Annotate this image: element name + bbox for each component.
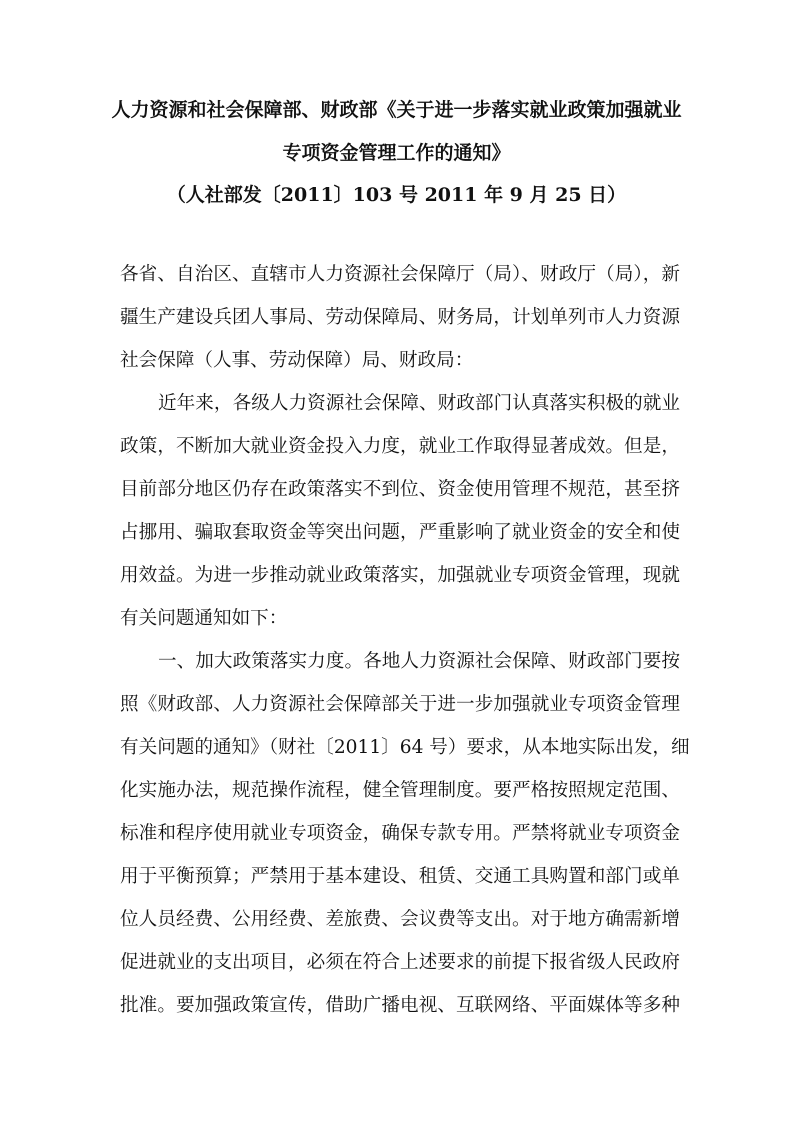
paragraph1-line-4: 占挪用、骗取套取资金等突出问题，严重影响了就业资金的安全和使 bbox=[120, 522, 680, 543]
paragraph2-line-1: 一、加大政策落实力度。各地人力资源社会保障、财政部门要按 bbox=[158, 651, 680, 672]
paragraph2-line-9: 批准。要加强政策宣传，借助广播电视、互联网络、平面媒体等多种 bbox=[120, 995, 680, 1016]
addressee-line-2: 疆生产建设兵团人事局、劳动保障局、财务局，计划单列市人力资源 bbox=[120, 307, 680, 328]
paragraph2-line-3: 有关问题的通知》（财社〔2011〕64 号）要求，从本地实际出发，细 bbox=[120, 737, 690, 758]
paragraph1-line-3: 目前部分地区仍存在政策落实不到位、资金使用管理不规范，甚至挤 bbox=[120, 479, 680, 500]
addressee-line-1: 各省、自治区、直辖市人力资源社会保障厅（局）、财政厅（局），新 bbox=[120, 264, 680, 285]
document-title-line-2: 专项资金管理工作的通知》 bbox=[282, 142, 511, 164]
addressee-line-3: 社会保障（人事、劳动保障）局、财政局： bbox=[120, 350, 474, 371]
document-subtitle: （人社部发〔2011〕103 号 2011 年 9 月 25 日） bbox=[166, 184, 627, 206]
paragraph2-line-7: 位人员经费、公用经费、差旅费、会议费等支出。对于地方确需新增 bbox=[120, 909, 680, 930]
paragraph2-line-6: 用于平衡预算；严禁用于基本建设、租赁、交通工具购置和部门或单 bbox=[120, 866, 680, 887]
paragraph1-line-5: 用效益。为进一步推动就业政策落实，加强就业专项资金管理，现就 bbox=[120, 565, 680, 586]
paragraph2-line-5: 标准和程序使用就业专项资金，确保专款专用。严禁将就业专项资金 bbox=[120, 823, 680, 844]
paragraph2-line-4: 化实施办法，规范操作流程，健全管理制度。要严格按照规定范围、 bbox=[120, 780, 680, 801]
paragraph1-line-1: 近年来，各级人力资源社会保障、财政部门认真落实积极的就业 bbox=[158, 393, 680, 414]
paragraph2-line-8: 促进就业的支出项目，必须在符合上述要求的前提下报省级人民政府 bbox=[120, 952, 680, 973]
paragraph2-line-2: 照《财政部、人力资源社会保障部关于进一步加强就业专项资金管理 bbox=[120, 694, 680, 715]
paragraph1-line-6: 有关问题通知如下： bbox=[120, 608, 288, 629]
document-title-line-1: 人力资源和社会保障部、财政部《关于进一步落实就业政策加强就业 bbox=[111, 99, 682, 121]
paragraph1-line-2: 政策，不断加大就业资金投入力度，就业工作取得显著成效。但是， bbox=[120, 436, 680, 457]
